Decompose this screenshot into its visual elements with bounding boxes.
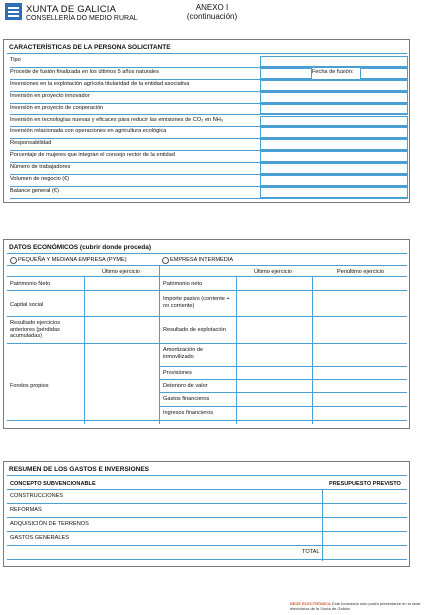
solicitante-row-field[interactable] bbox=[260, 151, 408, 162]
right-row-pasivo: Importe pasivo (corriente + no corriente) bbox=[163, 296, 230, 309]
resumen-row-reformas: REFORMAS bbox=[10, 507, 42, 513]
solicitante-row-label: Número de trabajadores bbox=[10, 164, 71, 171]
solicitante-row-label: Procede de fusión finalizada en los últimos 5 años naturales bbox=[10, 68, 159, 75]
xunta-logo-icon bbox=[5, 3, 22, 20]
solicitante-title: CARACTERÍSTICAS DE LA PERSONA SOLICITANTE bbox=[9, 44, 171, 51]
solicitante-row-label: Inversión en proyecto innovador bbox=[10, 92, 90, 99]
fusion-date-field[interactable] bbox=[360, 68, 408, 79]
radio-pyme[interactable] bbox=[10, 257, 17, 264]
economicos-title: DATOS ECONÓMICOS (cubrir donde proceda) bbox=[9, 244, 152, 251]
solicitante-row-label: Porcentaje de mujeres que integran el consejo rector de la entidad bbox=[10, 152, 175, 159]
solicitante-row-field[interactable] bbox=[260, 80, 408, 91]
col-ultimo-left: Último ejercicio bbox=[102, 269, 140, 275]
solicitante-row-field[interactable] bbox=[260, 92, 408, 103]
option-intermedia-label: EMPRESA INTERMEDIA bbox=[170, 257, 234, 263]
annex-heading bbox=[182, 3, 242, 21]
solicitante-row-field[interactable] bbox=[260, 187, 408, 198]
col-concepto: CONCEPTO SUBVENCIONABLE bbox=[10, 481, 96, 487]
right-row-ingresos: Ingresos financieros bbox=[163, 410, 214, 416]
left-row-patrimonio: Patrimonio Neto bbox=[10, 281, 51, 287]
resumen-row-terrenos: ADQUISICIÓN DE TERRENOS bbox=[10, 521, 89, 527]
solicitante-row-field[interactable] bbox=[260, 127, 408, 138]
fusion-date-label: Fecha de fusión: bbox=[312, 68, 354, 75]
radio-intermedia[interactable] bbox=[162, 257, 169, 264]
solicitante-row-label: Responsabilidad bbox=[10, 140, 52, 147]
annex-subtitle: (continuación) bbox=[186, 12, 238, 21]
left-row-resultado: Resultado ejercicios anteriores (pérdidas acumuladas) bbox=[10, 320, 61, 339]
col-presupuesto: PRESUPUESTO PREVISTO bbox=[329, 481, 401, 487]
left-row-capital: Capital social bbox=[10, 302, 44, 308]
solicitante-section bbox=[3, 39, 410, 203]
right-row-deterioro: Deterioro de valor bbox=[163, 383, 208, 389]
right-row-patrimonio: Patrimonio neto bbox=[163, 281, 203, 287]
resumen-row-construcciones: CONSTRUCCIONES bbox=[10, 493, 64, 499]
solicitante-row-label: Balance general (€) bbox=[10, 187, 59, 194]
right-row-explotacion: Resultado de explotación bbox=[163, 327, 226, 333]
right-row-provisiones: Provisiones bbox=[163, 370, 192, 376]
option-pyme-label: PEQUEÑA Y MEDIANA EMPRESA (PYME) bbox=[18, 257, 127, 263]
solicitante-row-field[interactable] bbox=[260, 139, 408, 150]
solicitante-row-label: Inversión en tecnologías nuevas y eficaces para reducir las emisiones de CO₂ en NH₃ bbox=[10, 116, 224, 123]
right-row-gastos: Gastos financieros bbox=[163, 396, 210, 402]
economicos-section bbox=[3, 239, 410, 429]
resumen-row-gastos: GASTOS GENERALES bbox=[10, 535, 69, 541]
solicitante-row-label: Inversiones en la explotación agrícola titularidad de la entidad asociativa bbox=[10, 80, 190, 87]
col-ultimo-right: Último ejercicio bbox=[254, 269, 292, 275]
footer-sede: SEDE ELECTRÓNICA bbox=[290, 601, 331, 606]
resumen-total-label: TOTAL bbox=[302, 549, 320, 555]
annex-title: ANEXO I bbox=[195, 3, 229, 12]
solicitante-row-field[interactable] bbox=[260, 175, 408, 186]
solicitante-row-label: Inversión relacionada con operaciones en agricultura ecológica bbox=[10, 128, 167, 135]
resumen-section bbox=[3, 461, 410, 567]
resumen-title: RESUMEN DE LOS GASTOS E INVERSIONES bbox=[9, 466, 150, 473]
left-row-fondos: Fondos propios bbox=[10, 383, 49, 389]
solicitante-row-field[interactable] bbox=[260, 56, 408, 67]
solicitante-row-field[interactable] bbox=[260, 116, 408, 127]
brand-title: XUNTA DE GALICIA bbox=[26, 4, 117, 15]
solicitante-row-field[interactable] bbox=[260, 68, 312, 79]
solicitante-row-field[interactable] bbox=[260, 163, 408, 174]
solicitante-row-label: Tipo bbox=[10, 57, 21, 63]
solicitante-row-label: Inversión en proyecto de cooperación bbox=[10, 104, 104, 111]
solicitante-row bbox=[10, 186, 408, 199]
solicitante-row-field[interactable] bbox=[260, 104, 408, 115]
col-penultimo: Penúltimo ejercicio bbox=[337, 269, 384, 275]
right-row-amortizacion: Amortización de inmovilizado bbox=[163, 347, 204, 360]
footer-text: Este formulario solo podrá presentarse en la sede electrónica de la Xunta de Galicia bbox=[290, 601, 421, 611]
brand-subtitle: CONSELLERÍA DO MEDIO RURAL bbox=[26, 15, 138, 22]
solicitante-row-label: Volumen de negocio (€) bbox=[10, 176, 70, 182]
footer bbox=[290, 601, 439, 611]
